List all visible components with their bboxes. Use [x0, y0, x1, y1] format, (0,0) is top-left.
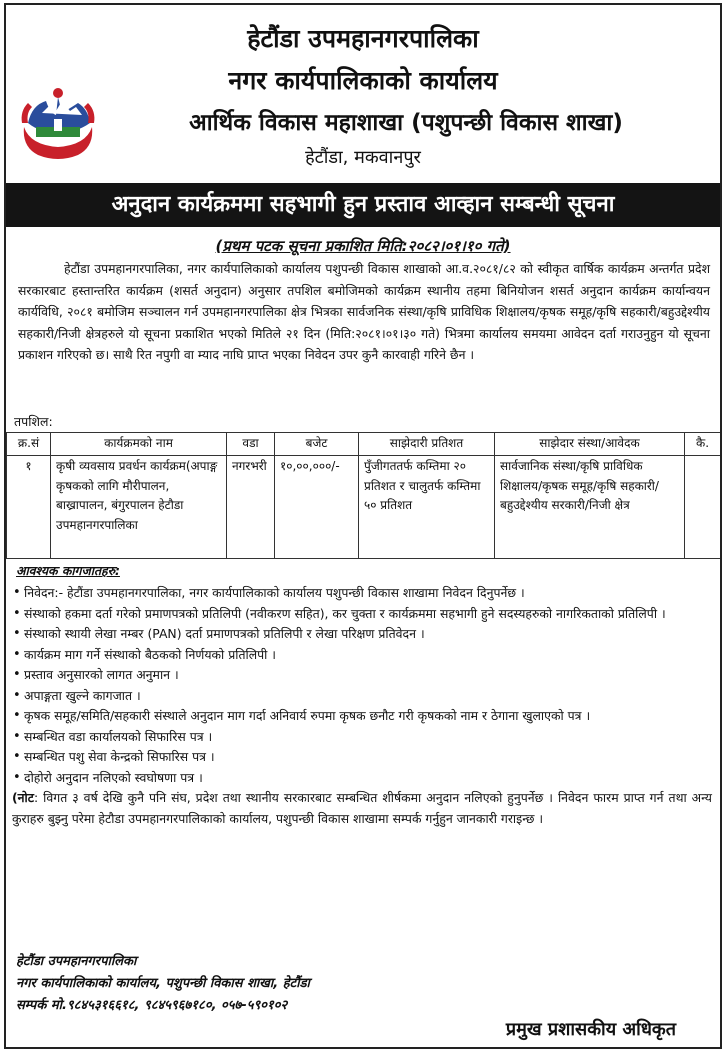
table-header-row — [7, 433, 721, 456]
table-row — [7, 456, 721, 559]
office-address: हेटौंडा, मकवानपुर — [305, 147, 421, 168]
list-item: • सम्बन्धित पशु सेवा केन्द्रको सिफारिस पत्र । — [12, 747, 714, 768]
footer-org: हेटौंडा उपमहानगरपालिका — [16, 954, 137, 969]
list-item: • निवेदन:- हेटौंडा उपमहानगरपालिका, नगर कार्यपालिकाको कार्यालय पशुपन्छी विकास शाखामा निवेदन दिनुपर्नेछ । — [12, 583, 714, 604]
publication-date-text: (प्रथम पटक सूचना प्रकाशित मिति:२०८२।०१।१० गते) — [215, 237, 511, 255]
header-remarks: कै. — [685, 433, 721, 456]
notice-title-banner: अनुदान कार्यक्रममा सहभागी हुन प्रस्ताव आव्हान सम्बन्धी सूचना — [6, 183, 720, 227]
list-item: • कृषक समूह/समिति/सहकारी संस्थाले अनुदान माग गर्दा अनिवार्य रुपमा कृषक छनौट गरी कृषकको नाम र ठेगाना खुलाएको पत्र । — [12, 706, 714, 727]
footer-contact: सम्पर्क मो.९८४५३१६६१८, ९८४५९६७१८०, ०५७-५९०१०२ — [16, 998, 288, 1013]
header-sn: क्र.सं — [7, 433, 51, 456]
header-ward: वडा — [227, 433, 275, 456]
cell-partner: सार्वजानिक संस्था/कृषि प्राविधिक शिक्षालय/कृषक समूह/कृषि सहकारी/बहुउद्देश्यीय सरकारी/निजी क्षेत्र — [495, 456, 685, 559]
division-name: आर्थिक विकास महाशाखा (पशुपन्छी विकास शाखा) — [189, 110, 623, 136]
list-item: • सम्बन्धित वडा कार्यालयको सिफारिस पत्र । — [12, 727, 714, 748]
note-label: (नोट — [12, 790, 34, 805]
notice-header — [6, 5, 720, 183]
header-budget: बजेट — [275, 433, 359, 456]
list-item: • कार्यक्रम माग गर्ने संस्थाको बैठकको निर्णयको प्रतिलिपी । — [12, 645, 714, 666]
requirements-title: आवश्यक कागजातहरु: — [16, 563, 120, 578]
note-text: : विगत ३ वर्ष देखि कुनै पनि संघ, प्रदेश तथा स्थानीय सरकारबाट सम्बन्धित शीर्षकमा अनुदान नलिएको हुनुपर्नेछ । निवेदन फारम प्राप्त गर्न तथा अन्य कुराहरु बुझ्नु परेमा हेटौडा उपमहानगरपालिकाको कार्यालय, पशुपन्छी विकास शाखामा सम्पर्क गर्नुहुन जानकारी गराइन्छ । — [12, 790, 712, 826]
contact-footer — [16, 951, 310, 1017]
program-table — [6, 432, 721, 559]
footer-office: नगर कार्यपालिकाको कार्यालय, पशुपन्छी विकास शाखा, हेटौंडा — [16, 976, 310, 991]
list-item: • दोहोरो अनुदान नलिएको स्वघोषणा पत्र । — [12, 768, 714, 789]
intro-text: हेटौंडा उपमहानगरपालिका, नगर कार्यपालिकाको कार्यालय पशुपन्छी विकास शाखाको आ.व.२०८१/८२ को स्वीकृत वार्षिक कार्यक्रम अन्तर्गत प्रदेश सरकारबाट हस्तान्तरित कार्यक्रम (शसर्त अनुदान) अनुसार तपशिल बमोजिमको कार्यक्रम स्थानीय तहमा बिनियोजन शसर्त अनुदान कार्यक्रम कार्यान्वयन कार्यविधि, २०८१ बमोजिम सञ्चालन गर्न उपमहानगरपालिका क्षेत्र भित्रका सार्वजनिक संस्था/कृषि प्राविधिक शिक्षालय/कृषक समूह/कृषि सहकारी/बहुउद्देश्यीय सहकारी/निजी क्षेत्रहरुले यो सूचना प्रकाशित भएको मितिले २१ दिन (मिति:२०८१।०१।३० गते) भित्रमा कार्यालय समयमा आवेदन दर्ता गराउनुहुन यो सूचना प्रकाशन गरिएको छ। साथै रित नपुगी वा म्याद नाघि प्राप्त भएका निवेदन उपर कुनै कारवाही गरिने छैन । — [18, 261, 710, 362]
list-item: • संस्थाको स्थायी लेखा नम्बर (PAN) दर्ता प्रमाणपत्रको प्रतिलिपी र लेखा परिक्षण प्रतिवेदन । — [12, 624, 714, 645]
cell-remarks — [685, 456, 721, 559]
publication-date — [6, 236, 720, 256]
header-partner: साझेदार संस्था/आवेदक — [495, 433, 685, 456]
requirements-list — [12, 583, 714, 788]
cell-budget: १०,००,०००/- — [275, 456, 359, 559]
details-label: तपशिल: — [14, 414, 53, 429]
cell-sn: १ — [7, 456, 51, 559]
list-item: • प्रस्ताव अनुसारको लागत अनुमान । — [12, 665, 714, 686]
header-program: कार्यक्रमको नाम — [51, 433, 227, 456]
list-item: • अपाङ्गता खुल्ने कागजात । — [12, 686, 714, 707]
requirements-section — [6, 562, 720, 788]
org-name: हेटौंडा उपमहानगरपालिका — [247, 24, 479, 53]
cell-share: पुँजीगततर्फ कम्तिमा २० प्रतिशत र चालुतर्फ कम्तिमा ५० प्रतिशत — [359, 456, 495, 559]
notice-page — [4, 3, 722, 1049]
office-name: नगर कार्यपालिकाको कार्यालय — [228, 66, 498, 95]
cell-ward: नगरभरी — [227, 456, 275, 559]
note-paragraph — [6, 788, 720, 829]
list-item: • संस्थाको हकमा दर्ता गरेको प्रमाणपत्रको प्रतिलिपी (नवीकरण सहित), कर चुक्ता र कार्यक्रममा सहभागी हुने सदस्यहरुको नागरिकताको प्रतिलिपी । — [12, 604, 714, 625]
intro-paragraph — [6, 256, 720, 412]
signature-title: प्रमुख प्रशासकीय अधिकृत — [505, 1019, 676, 1040]
cell-program: कृषी व्यवसाय प्रवर्धन कार्यक्रम(अपाङ्ग कृषकको लागि मौरीपालन, बाख्रापालन, बंगुरपालन हेटौडा उपमहानगरपालिका — [51, 456, 227, 559]
header-share: साझेदारी प्रतिशत — [359, 433, 495, 456]
